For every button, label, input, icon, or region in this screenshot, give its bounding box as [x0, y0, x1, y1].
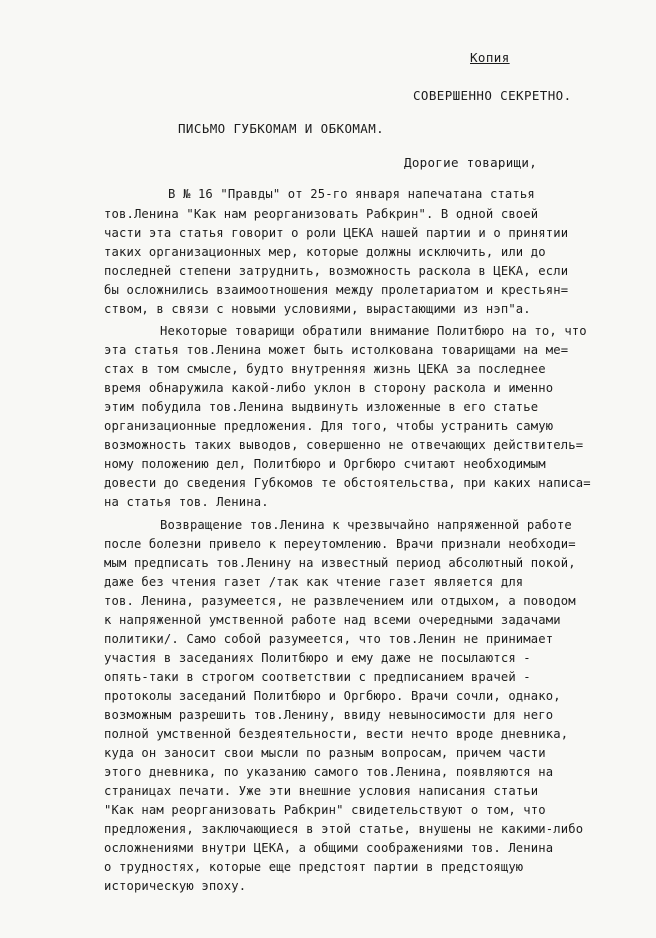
- body-line: полной умственной бездеятельности, вести нечто вроде дневника,: [104, 727, 569, 741]
- body-line: этого дневника, по указанию самого тов.Ленина, появляются на: [104, 765, 554, 779]
- body-line: этим побудила тов.Ленина выдвинуть изложенные в его статье: [104, 400, 539, 414]
- body-line: даже без чтения газет /так как чтение газет является для: [104, 575, 524, 589]
- body-line: опять-таки в строгом соответствии с предписанием врачей -: [104, 670, 531, 684]
- salutation: Дорогие товарищи,: [404, 155, 538, 170]
- body-line: историческую эпоху.: [104, 879, 247, 893]
- classification-mark: СОВЕРШЕННО СЕКРЕТНО.: [413, 88, 572, 103]
- body-line: возможность таких выводов, совершенно не отвечающих действитель=: [104, 438, 584, 452]
- body-line: организационные предложения. Для того, чтобы устранить самую: [104, 419, 554, 433]
- body-line: куда он заносит свои мысли по разным вопросам, причем части: [104, 746, 546, 760]
- body-line: В № 16 "Правды" от 25-го января напечатана статья: [168, 187, 535, 201]
- body-line: страницах печати. Уже эти внешние условия написания статьи: [104, 784, 539, 798]
- body-line: мым предписать тов.Ленину на известный период абсолютный покой,: [104, 556, 576, 570]
- body-line: к напряженной умственной работе над всеми очередными задачами: [104, 613, 561, 627]
- body-line: возможным разрешить тов.Ленину, ввиду невыносимости для него: [104, 708, 554, 722]
- body-line: последней степени затруднить, возможность раскола в ЦЕКА, если: [104, 264, 569, 278]
- body-line: стах в том смысле, будто внутренняя жизнь ЦЕКА за последнее: [104, 362, 546, 376]
- body-line: ному положению дел, Политбюро и Оргбюро считают необходимым: [104, 457, 546, 471]
- body-line: политики/. Само собой разумеется, что тов.Ленин не принимает: [104, 632, 554, 646]
- body-line: ством, в связи с новыми условиями, вырастающими из нэп"а.: [104, 302, 531, 316]
- body-line: "Как нам реорганизовать Рабкрин" свидетельствуют о том, что: [104, 803, 546, 817]
- body-line: на статья тов. Ленина.: [104, 495, 269, 509]
- body-line: таких организационных мер, которые должны исключить, или до: [104, 245, 546, 259]
- body-line: предложения, заключающиеся в этой статье, внушены не какими-либо: [104, 822, 584, 836]
- body-line: тов.Ленина "Как нам реорганизовать Рабкрин". В одной своей: [104, 207, 539, 221]
- body-line: после болезни привело к переутомлению. Врачи признали необходи=: [104, 537, 576, 551]
- body-line: Возвращение тов.Ленина к чрезвычайно напряженной работе: [160, 518, 572, 532]
- body-line: Некоторые товарищи обратили внимание Политбюро на то, что: [160, 324, 587, 338]
- body-line: о трудностях, которые еще предстоят партии в предстоящую: [104, 860, 524, 874]
- body-line: тов. Ленина, разумеется, не развлечением или отдыхом, а поводом: [104, 594, 576, 608]
- body-line: бы осложнились взаимоотношения между пролетариатом и крестьян=: [104, 283, 569, 297]
- body-line: участия в заседаниях Политбюро и ему даже не посылаются -: [104, 651, 531, 665]
- body-line: части эта статья говорит о роли ЦЕКА нашей партии и о принятии: [104, 226, 569, 240]
- body-line: осложнениями внутри ЦЕКА, а общими соображениями тов. Ленина: [104, 841, 554, 855]
- body-line: эта статья тов.Ленина может быть истолкована товарищами на ме=: [104, 343, 569, 357]
- copy-label: Копия: [470, 50, 510, 65]
- body-line: протоколы заседаний Политбюро и Оргбюро. Врачи сочли, однако,: [104, 689, 561, 703]
- letter-addressee: ПИСЬМО ГУБКОМАМ И ОБКОМАМ.: [178, 121, 385, 136]
- body-line: время обнаружила какой-либо уклон в сторону раскола и именно: [104, 381, 554, 395]
- body-line: довести до сведения Губкомов те обстоятельства, при каких написа=: [104, 476, 591, 490]
